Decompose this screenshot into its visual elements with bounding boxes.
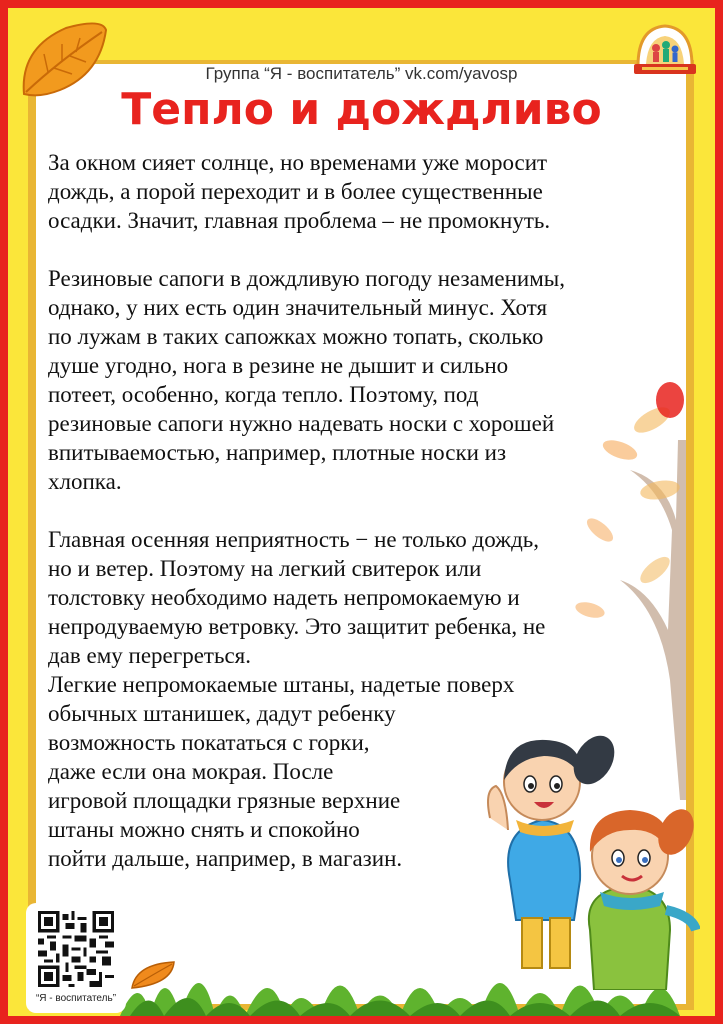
- text-line: но и ветер. Поэтому на легкий свитерок или: [48, 556, 482, 581]
- qr-code-block: [26, 903, 126, 1013]
- text-line: Главная осенняя неприятность − не только дождь,: [48, 527, 540, 552]
- text-line: впитываемостью, например, плотные носки из: [48, 440, 507, 465]
- text-line: Резиновые сапоги в дождливую погоду незаменимы,: [48, 266, 565, 291]
- text-line: хлопка.: [48, 469, 122, 494]
- text-line: игровой площадки грязные верхние: [48, 788, 401, 813]
- children-illustration: [470, 720, 700, 990]
- qr-code-icon: [38, 911, 114, 987]
- text-line: непродуваемую ветровку. Это защитит ребенка, не: [48, 614, 546, 639]
- text-line: обычных штанишек, дадут ребенку: [48, 701, 396, 726]
- text-line: душе угодно, нога в резине не дышит и сильно: [48, 353, 509, 378]
- text-line: дав ему перегреться.: [48, 643, 251, 668]
- paragraph-1: [48, 148, 688, 235]
- text-line: Легкие непромокаемые штаны, надетые поверх: [48, 672, 515, 697]
- text-line: возможность покататься с горки,: [48, 730, 370, 755]
- text-line: дождь, а порой переходит и в более существенные: [48, 179, 543, 204]
- page-title: Тепло и дождливо: [121, 84, 602, 135]
- text-line: осадки. Значит, главная проблема – не промокнуть.: [48, 208, 551, 233]
- group-caption: Группа “Я - воспитатель” vk.com/yavosp: [205, 64, 518, 83]
- text-line: За окном сияет солнце, но временами уже моросит: [48, 150, 548, 175]
- paragraph-2: [48, 264, 688, 496]
- paragraph-3: [48, 525, 688, 670]
- qr-caption: “Я - воспитатель”: [35, 993, 117, 1004]
- text-line: по лужам в таких сапожках можно топать, сколько: [48, 324, 544, 349]
- text-line: толстовку необходимо надеть непромокаемую и: [48, 585, 520, 610]
- autumn-leaf-icon: [128, 958, 180, 992]
- text-line: штаны можно снять и спокойно: [48, 817, 360, 842]
- text-line: однако, у них есть один значительный минус. Хотя: [48, 295, 548, 320]
- text-line: потеет, особенно, когда тепло. Поэтому, под: [48, 382, 479, 407]
- text-line: даже если она мокрая. После: [48, 759, 334, 784]
- text-line: резиновые сапоги нужно надевать носки с хорошей: [48, 411, 555, 436]
- text-line: пойти дальше, например, в магазин.: [48, 846, 403, 871]
